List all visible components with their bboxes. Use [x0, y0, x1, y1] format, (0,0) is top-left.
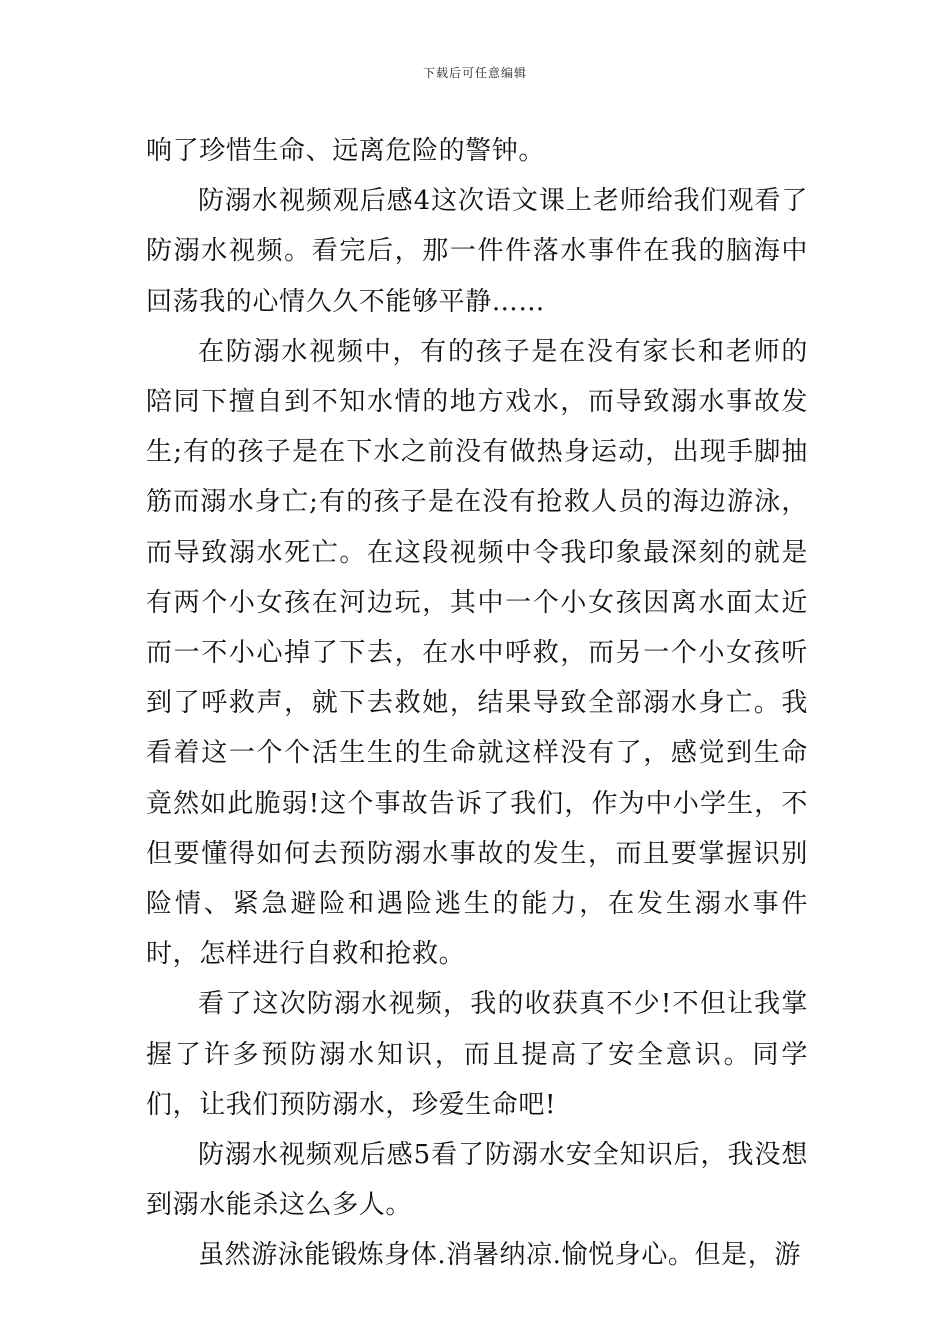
paragraph-5: 防溺水视频观后感5看了防溺水安全知识后，我没想到溺水能杀这么多人。 [146, 1140, 808, 1221]
paragraph-4: 看了这次防溺水视频，我的收获真不少!不但让我掌握了许多预防溺水知识，而且提高了安全意识。同学们，让我们预防溺水，珍爱生命吧! [146, 989, 808, 1120]
paragraph-1: 响了珍惜生命、远离危险的警钟。 [146, 136, 546, 166]
document-body [146, 126, 808, 1281]
paragraph-6: 虽然游泳能锻炼身体.消暑纳凉.愉悦身心。但是，游 [198, 1240, 801, 1271]
paragraph-3: 在防溺水视频中，有的孩子是在没有家长和老师的陪同下擅自到不知水情的地方戏水，而导致溺水事故发生;有的孩子是在下水之前没有做热身运动，出现手脚抽筋而溺水身亡;有的孩子是在没有抢救人员的海边游泳，而导致溺水死亡。在这段视频中令我印象最深刻的就是有两个小女孩在河边玩，其中一个小女孩因离水面太近而一不小心掉了下去，在水中呼救，而另一个小女孩听到了呼救声，就下去救她，结果导致全部溺水身亡。我看着这一个个活生生的生命就这样没有了，感觉到生命竟然如此脆弱!这个事故告诉了我们，作为中小学生，不但要懂得如何去预防溺水事故的发生，而且要掌握识别险情、紧急避险和遇险逃生的能力，在发生溺水事件时，怎样进行自救和抢救。 [146, 336, 808, 970]
paragraph-2: 防溺水视频观后感4这次语文课上老师给我们观看了防溺水视频。看完后，那一件件落水事件在我的脑海中回荡我的心情久久不能够平静…… [146, 186, 808, 317]
page-header: 下载后可任意编辑 [422, 66, 527, 80]
